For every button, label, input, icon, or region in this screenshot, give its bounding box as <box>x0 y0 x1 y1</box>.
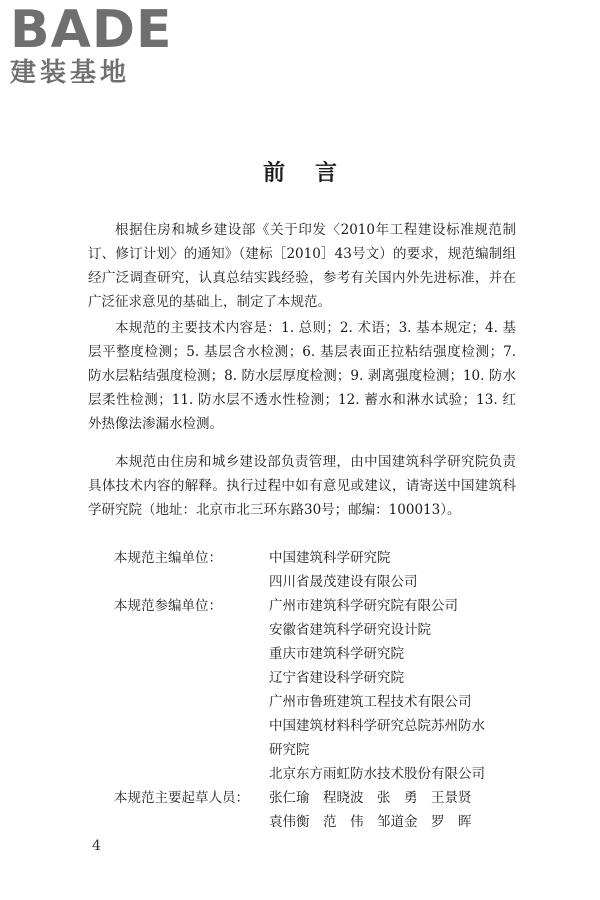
bade-logo <box>10 0 173 88</box>
drafters-label: 本规范主要起草人员： <box>114 790 249 806</box>
paragraph-text: 本规范由住房和城乡建设部负责管理，由中国建筑科学研究院负责具体技术内容的解释。执行过程中如有意见或建议，请寄送中国建筑科学研究院（地址：北京市北三环东路30号；邮编：100013）。 <box>88 454 516 518</box>
page-number: 4 <box>92 838 101 854</box>
participating-unit-item: 广州市鲁班建筑工程技术有限公司 <box>269 694 472 710</box>
units-section <box>114 546 534 834</box>
drafters-line: 袁伟衡 范 伟 邹道金 罗 晖 <box>269 814 472 830</box>
chief-unit-item: 中国建筑科学研究院 <box>269 550 391 566</box>
participating-units-list <box>269 594 485 786</box>
participating-unit-item: 广州市建筑科学研究院有限公司 <box>269 598 458 614</box>
participating-unit-item: 重庆市建筑科学研究院 <box>269 646 404 662</box>
foreword-paragraph-3 <box>88 450 516 522</box>
drafters-row <box>114 786 534 834</box>
foreword-paragraph-1 <box>88 218 516 314</box>
participating-units-label: 本规范参编单位： <box>114 598 222 614</box>
paragraph-text: 本规范的主要技术内容是：1. 总则；2. 术语；3. 基本规定；4. 基层平整度检测；5. 基层含水检测；6. 基层表面正拉粘结强度检测；7. 防水层粘结强度检测；8. 防水层厚度检测；9. 剥离强度检测；10. 防水层柔性检测；11. 防水层不透水性检测；12. 蓄水和淋水试验；13. 红外热像法渗漏水检测。 <box>88 320 516 432</box>
participating-unit-item: 安徽省建筑科学研究设计院 <box>269 622 431 638</box>
drafters-list <box>269 786 472 834</box>
participating-unit-item: 辽宁省建设科学研究院 <box>269 670 404 686</box>
page-title: 前言 <box>262 160 367 186</box>
chief-units-list <box>269 546 418 594</box>
chief-units-label: 本规范主编单位： <box>114 550 222 566</box>
logo-brand-text: BADE <box>10 0 173 60</box>
drafters-line: 张仁瑜 程晓波 张 勇 王景贤 <box>269 790 472 806</box>
participating-units-row <box>114 594 534 786</box>
chief-units-row <box>114 546 534 594</box>
paragraph-text: 根据住房和城乡建设部《关于印发〈2010年工程建设标准规范制订、修订计划〉的通知》（建标［2010］43号文）的要求，规范编制组经广泛调查研究，认真总结实践经验，参考有关国内外先进标准，并在广泛征求意见的基础上，制定了本规范。 <box>88 222 516 310</box>
participating-unit-item: 研究院 <box>269 742 310 758</box>
participating-unit-item: 北京东方雨虹防水技术股份有限公司 <box>269 766 485 782</box>
foreword-paragraph-2 <box>88 316 516 436</box>
logo-tagline: 建装基地 <box>10 58 131 88</box>
chief-unit-item: 四川省晟茂建设有限公司 <box>269 574 418 590</box>
participating-unit-item: 中国建筑材料科学研究总院苏州防水 <box>269 718 485 734</box>
